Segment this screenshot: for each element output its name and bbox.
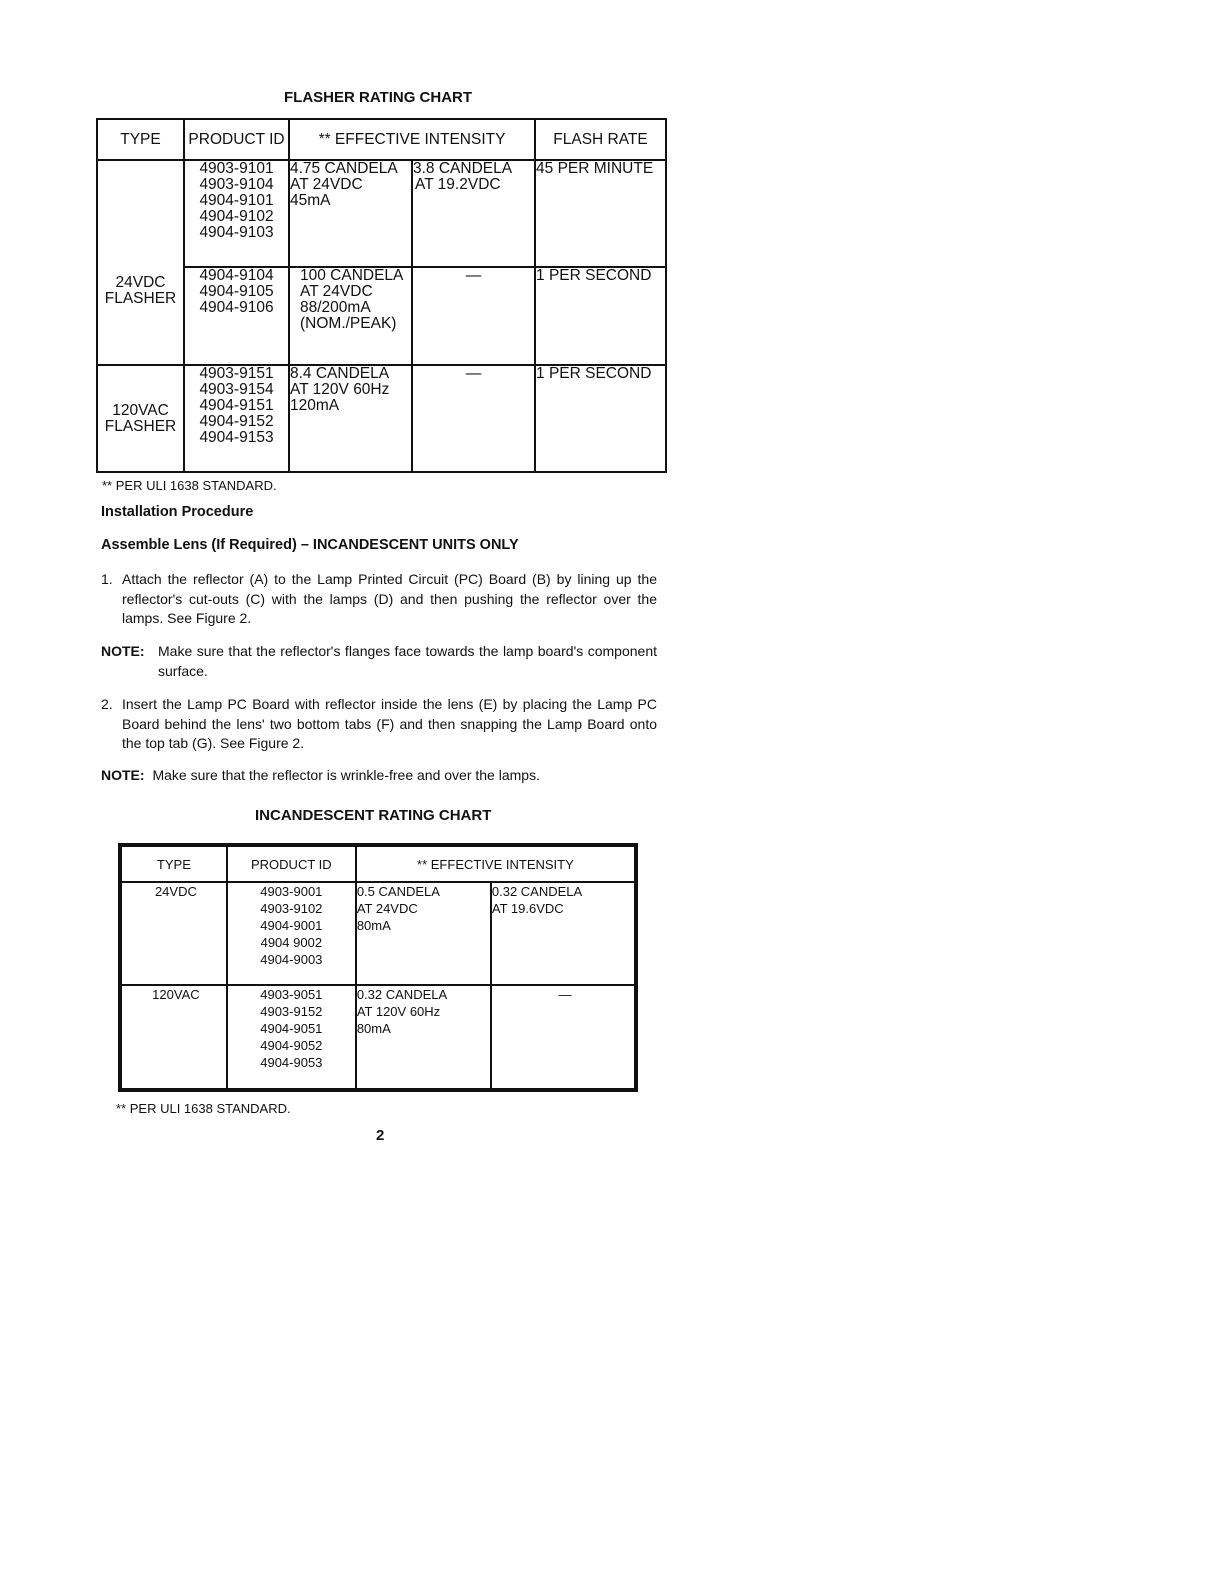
table-row: [97, 160, 666, 267]
type-label: 24VDC: [115, 273, 166, 291]
product-id: 4904-9101: [199, 192, 274, 209]
product-id: 4903-9104: [199, 176, 274, 193]
empty-dash: —: [558, 987, 572, 1002]
intensity-cell: [412, 267, 535, 365]
intensity-cell: [412, 365, 535, 472]
intensity-value: 80mA: [356, 918, 391, 933]
product-id: 4904 9002: [260, 935, 323, 950]
header-product-id: PRODUCT ID: [227, 845, 356, 882]
type-label: FLASHER: [104, 289, 177, 307]
flash-rate: 1 PER SECOND: [536, 365, 652, 382]
product-id: 4904-9051: [260, 1021, 323, 1036]
product-id-cell: [227, 985, 356, 1090]
incandescent-rating-table: [118, 843, 638, 1092]
intensity-cell: [412, 160, 535, 267]
intensity-value: AT 120V 60Hz: [356, 1004, 441, 1019]
note-2: [101, 766, 657, 786]
product-id: 4903-9151: [199, 365, 274, 382]
step-text: Attach the reflector (A) to the Lamp Printed Circuit (PC) Board (B) by lining up the reflector's cut-outs (C) with the lamps (D) and then pushing the reflector over the lamps. See Figure 2.: [122, 571, 657, 626]
type-label: 120VAC: [112, 401, 169, 419]
table-row: [120, 882, 636, 985]
header-type: TYPE: [120, 845, 227, 882]
product-id: 4904-9153: [199, 429, 274, 446]
intensity-value: 3.8 CANDELA: [413, 160, 513, 177]
product-id: 4904-9001: [260, 918, 323, 933]
intensity-value: AT 19.2VDC: [415, 176, 501, 193]
flasher-footnote: ** PER ULI 1638 STANDARD.: [102, 478, 277, 493]
empty-dash: —: [465, 365, 482, 382]
product-id: 4903-9154: [199, 381, 274, 398]
installation-heading: Installation Procedure: [101, 504, 254, 520]
step-text: Insert the Lamp PC Board with reflector inside the lens (E) by placing the Lamp PC Board behind the lens' two bottom tabs (F) and then snapping the Lamp Board onto the top tab (G). See Figure 2.: [122, 696, 657, 751]
product-id: 4904-9151: [199, 397, 274, 414]
intensity-value: 0.32 CANDELA: [491, 884, 583, 899]
flash-rate-cell: [535, 365, 666, 472]
product-id: 4904-9053: [260, 1055, 323, 1070]
intensity-value: 45mA: [290, 192, 331, 209]
note-label: NOTE:: [101, 643, 145, 659]
product-id-cell: [227, 882, 356, 985]
flash-rate-cell: [535, 160, 666, 267]
flash-rate: 1 PER SECOND: [536, 267, 652, 284]
intensity-value: 0.5 CANDELA: [356, 884, 440, 899]
product-id: 4904-9103: [199, 224, 274, 241]
intensity-cell: [289, 160, 412, 267]
type-label: 24VDC: [154, 884, 197, 899]
intensity-cell: [289, 365, 412, 472]
intensity-cell: [356, 985, 491, 1090]
intensity-value: 120mA: [290, 397, 340, 414]
header-flash-rate: FLASH RATE: [535, 119, 666, 160]
incandescent-footnote: ** PER ULI 1638 STANDARD.: [116, 1101, 291, 1116]
intensity-value: 4.75 CANDELA: [290, 160, 398, 177]
product-id: 4904-9105: [199, 283, 274, 300]
type-cell-120vac: [120, 985, 227, 1090]
product-id-cell: [184, 365, 289, 472]
product-id-cell: [184, 160, 289, 267]
product-id: 4904-9152: [199, 413, 274, 430]
header-product-id: PRODUCT ID: [184, 119, 289, 160]
intensity-value: AT 24VDC: [290, 176, 363, 193]
step-number: 2.: [101, 696, 113, 712]
header-effective-intensity: ** EFFECTIVE INTENSITY: [356, 845, 636, 882]
flasher-chart-title: FLASHER RATING CHART: [284, 89, 473, 106]
table-row: [97, 365, 666, 472]
product-id: 4904-9102: [199, 208, 274, 225]
intensity-value: AT 24VDC: [300, 283, 373, 300]
intensity-cell: [491, 985, 636, 1090]
note-1: [101, 642, 657, 681]
product-id: 4903-9152: [260, 1004, 323, 1019]
flasher-header-row: [97, 119, 666, 160]
assemble-lens-subheading: Assemble Lens (If Required) – INCANDESCENT UNITS ONLY: [101, 537, 519, 553]
type-cell-120vac: [97, 365, 184, 472]
type-label: FLASHER: [104, 417, 177, 435]
intensity-value: AT 24VDC: [356, 901, 418, 916]
product-id: 4904-9104: [199, 267, 274, 284]
intensity-value: AT 120V 60Hz: [290, 381, 390, 398]
intensity-value: 8.4 CANDELA: [290, 365, 390, 382]
step-number: 1.: [101, 571, 113, 587]
intensity-value: 80mA: [356, 1021, 391, 1036]
intensity-cell: [289, 267, 412, 365]
intensity-value: 0.32 CANDELA: [356, 987, 448, 1002]
product-id: 4904-9003: [260, 952, 323, 967]
intensity-value: AT 19.6VDC: [491, 901, 564, 916]
flasher-rating-table: [96, 118, 667, 473]
empty-dash: —: [465, 267, 482, 284]
incandescent-chart-title: INCANDESCENT RATING CHART: [255, 807, 492, 824]
type-cell-24vdc: [97, 160, 184, 365]
intensity-cell: [491, 882, 636, 985]
product-id: 4903-9102: [260, 901, 323, 916]
intensity-value: (NOM./PEAK): [300, 315, 397, 332]
product-id: 4904-9106: [199, 299, 274, 316]
incandescent-header-row: [120, 845, 636, 882]
step-1: [101, 570, 657, 629]
header-effective-intensity: ** EFFECTIVE INTENSITY: [289, 119, 535, 160]
header-type: TYPE: [97, 119, 184, 160]
product-id: 4904-9052: [260, 1038, 323, 1053]
product-id-cell: [184, 267, 289, 365]
flash-rate: 45 PER MINUTE: [536, 160, 654, 177]
intensity-value: 100 CANDELA: [300, 267, 404, 284]
step-2: [101, 695, 657, 754]
type-cell-24vdc: [120, 882, 227, 985]
intensity-cell: [356, 882, 491, 985]
note-text: Make sure that the reflector's flanges face towards the lamp board's component surface.: [158, 643, 657, 679]
product-id: 4903-9051: [260, 987, 323, 1002]
page-number: 2: [376, 1127, 385, 1144]
product-id: 4903-9001: [260, 884, 323, 899]
type-label: 120VAC: [152, 987, 200, 1002]
table-row: [120, 985, 636, 1090]
note-label: NOTE:: [101, 767, 145, 783]
intensity-value: 88/200mA: [300, 299, 371, 316]
product-id: 4903-9101: [199, 160, 274, 177]
note-text: Make sure that the reflector is wrinkle-free and over the lamps.: [152, 767, 540, 783]
flash-rate-cell: [535, 267, 666, 365]
